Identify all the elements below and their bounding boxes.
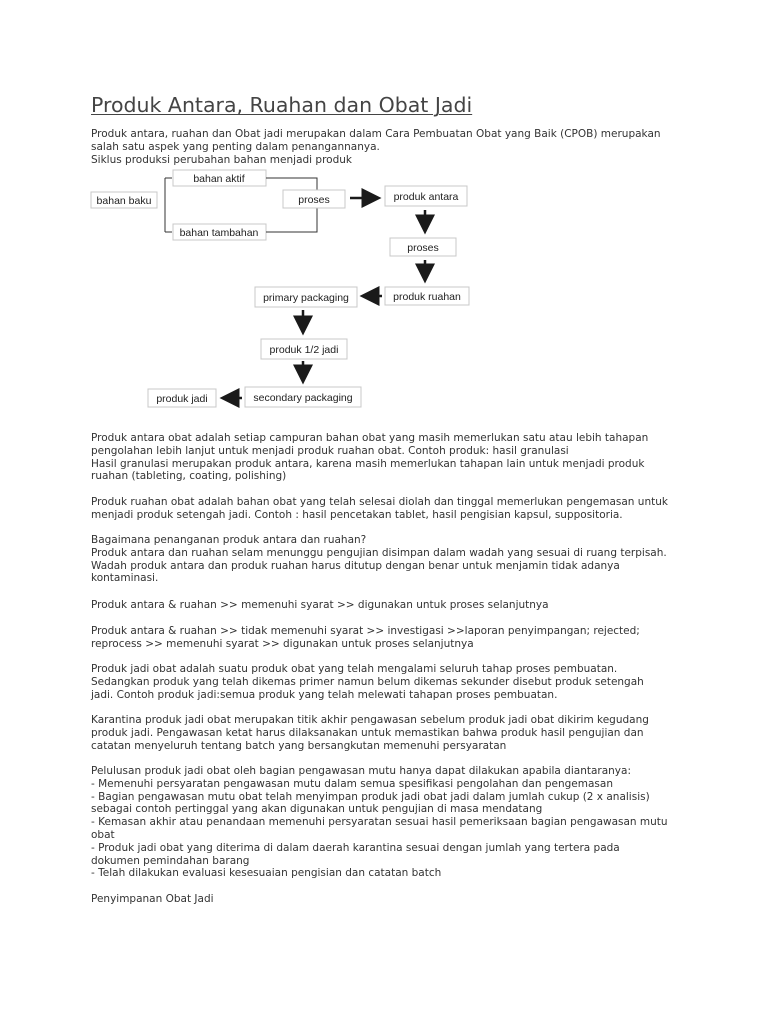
node-label: produk antara [393, 191, 459, 203]
text-line: Produk antara & ruahan >> memenuhi syarat >> digunakan untuk proses selanjutnya [91, 599, 549, 611]
node-label: primary packaging [263, 292, 349, 304]
text-line: Siklus produksi perubahan bahan menjadi produk [91, 153, 352, 166]
text-line: Produk ruahan obat adalah bahan obat yang telah selesai diolah dan tinggal memerlukan pengemasan untuk [91, 496, 668, 508]
text-line: Wadah produk antara dan produk ruahan harus ditutup dengan benar untuk menjamin tidak adanya [91, 559, 620, 572]
node-label: bahan tambahan [179, 227, 259, 239]
paragraph-produk-ruahan [91, 496, 677, 522]
text-line: Hasil granulasi merupakan produk antara, karena masih memerlukan tahapan lain untuk menjadi produk [91, 457, 645, 470]
page-title: Produk Antara, Ruahan dan Obat Jadi [91, 93, 473, 117]
list-item: - Telah dilakukan evaluasi kesesuaian pengisian dan catatan batch [91, 867, 442, 880]
node-produk-setengah-jadi [261, 339, 347, 359]
text-line: reprocess >> memenuhi syarat >> digunakan untuk proses selanjutnya [91, 637, 474, 650]
text-line: Bagaimana penanganan produk antara dan ruahan? [91, 534, 367, 546]
list-item: - Produk jadi obat yang diterima di dalam daerah karantina sesuai dengan jumlah yang tertera pada [91, 841, 620, 854]
text-line: menjadi produk setengah jadi. Contoh : hasil pencetakan tablet, hasil pengisian kapsul, suppositoria. [91, 508, 623, 521]
node-bahan-aktif [173, 170, 266, 186]
text-line: Sedangkan produk yang telah dikemas primer namun belum dikemas sekunder disebut produk setengah [91, 675, 644, 688]
paragraph-produk-antara [91, 432, 677, 483]
node-label: produk ruahan [393, 291, 461, 303]
paragraph-karantina [91, 714, 677, 752]
section-heading: Penyimpanan Obat Jadi [91, 893, 214, 905]
text-line: salah satu aspek yang penting dalam penangannanya. [91, 140, 380, 153]
text-line: dokumen pemindahan barang [91, 854, 250, 867]
node-produk-jadi [148, 389, 216, 407]
text-line: Karantina produk jadi obat merupakan titik akhir pengawasan sebelum produk jadi obat dikirim kegudang [91, 714, 649, 726]
node-secondary-packaging [245, 387, 361, 407]
paragraph-pelulusan [91, 765, 677, 880]
text-line: Produk antara dan ruahan selam menunggu pengujian disimpan dalam wadah yang sesuai di ruang terpisah. [91, 546, 667, 559]
paragraph-penanganan [91, 534, 677, 585]
connector-line [266, 208, 317, 232]
node-produk-antara [385, 186, 467, 206]
text-line: sebagai contoh pertinggal yang akan digunakan untuk pengujian di masa mendatang [91, 803, 543, 816]
list-item: - Memenuhi persyaratan pengawasan mutu dalam semua spesifikasi pengolahan dan pengemasan [91, 777, 613, 790]
paragraph-memenuhi-syarat [91, 599, 677, 612]
text-line: jadi. Contoh produk jadi:semua produk yang telah melewati tahapan proses pembuatan. [91, 688, 558, 701]
node-label: proses [407, 242, 439, 254]
text-line: Produk antara & ruahan >> tidak memenuhi syarat >> investigasi >>laporan penyimpangan; rejected; [91, 625, 640, 637]
node-label: secondary packaging [253, 392, 353, 404]
node-label: bahan baku [96, 195, 152, 207]
node-produk-ruahan [385, 287, 469, 305]
list-item: - Kemasan akhir atau penandaan memenuhi persyaratan sesuai hasil pemeriksaan bagian pengawasan mutu [91, 816, 668, 829]
node-bahan-tambahan [173, 224, 266, 240]
node-label: proses [298, 194, 330, 206]
list-item: - Bagian pengawasan mutu obat telah menyimpan produk jadi obat jadi dalam jumlah cukup (2 x analisis) [91, 790, 650, 803]
node-label: produk jadi [156, 393, 208, 405]
text-line: kontaminasi. [91, 572, 159, 585]
node-label: produk 1/2 jadi [269, 344, 339, 356]
text-line: catatan menyeluruh tentang batch yang bersangkutan memenuhi persyaratan [91, 739, 507, 752]
paragraph-produk-jadi [91, 663, 677, 701]
text-line: Pelulusan produk jadi obat oleh bagian pengawasan mutu hanya dapat dilakukan apabila diantaranya: [91, 765, 631, 777]
text-line: obat [91, 828, 115, 841]
text-line: Produk jadi obat adalah suatu produk obat yang telah mengalami seluruh tahap proses pembuatan. [91, 663, 618, 675]
text-line: produk jadi. Pengawasan ketat harus dilaksanakan untuk memastikan bahwa produk hasil pengujian dan [91, 726, 644, 739]
node-bahan-baku [91, 192, 157, 208]
text-line: Produk antara obat adalah setiap campuran bahan obat yang masih memerlukan satu atau lebih tahapan [91, 432, 649, 444]
text-line: ruahan (tableting, coating, polishing) [91, 470, 287, 483]
paragraph-penyimpanan [91, 893, 677, 906]
node-proses-2 [390, 238, 456, 256]
production-cycle-diagram [0, 0, 768, 420]
text-line: Produk antara, ruahan dan Obat jadi merupakan dalam Cara Pembuatan Obat yang Baik (CPOB) merupakan [91, 128, 661, 140]
paragraph-tidak-memenuhi-syarat [91, 625, 677, 651]
node-label: bahan aktif [193, 173, 245, 185]
text-line: pengolahan lebih lanjut untuk menjadi produk ruahan obat. Contoh produk: hasil granulasi [91, 444, 569, 457]
node-proses-1 [283, 190, 345, 208]
node-primary-packaging [255, 287, 357, 307]
connector-line [266, 178, 317, 190]
